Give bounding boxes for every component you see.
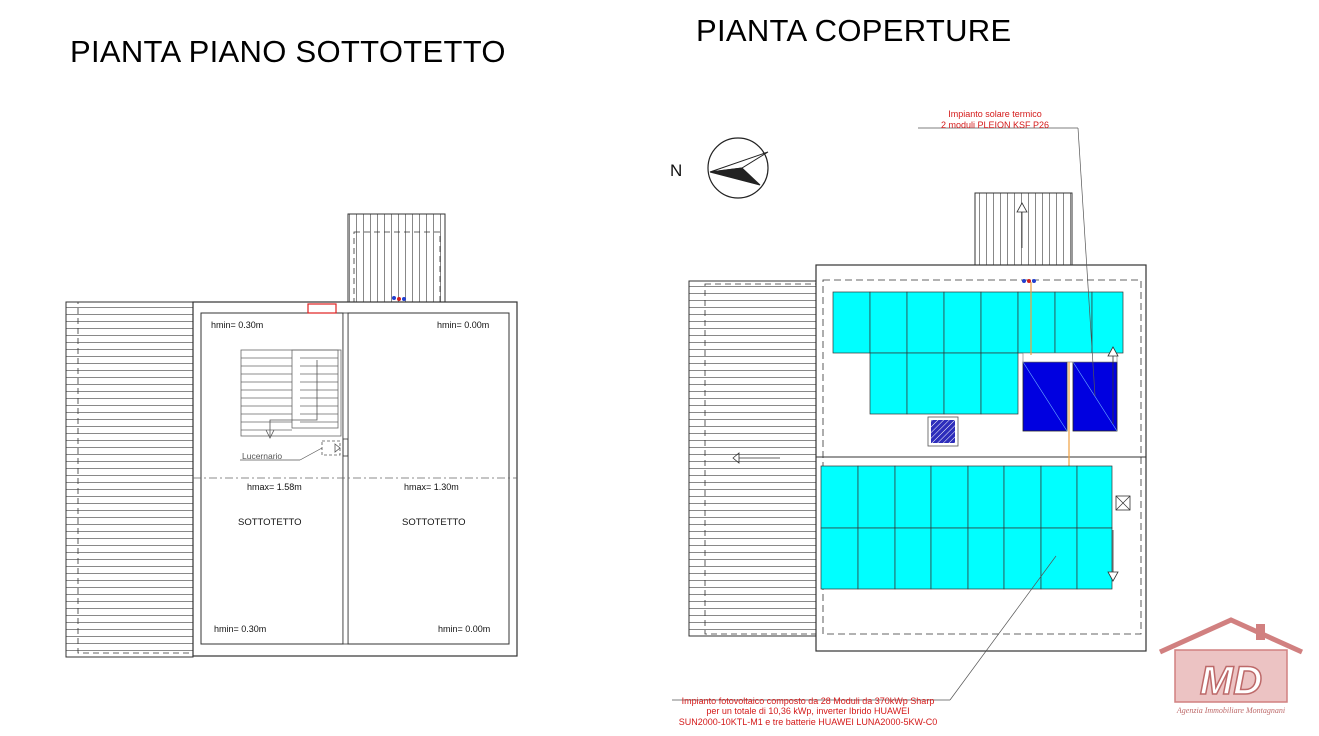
north-arrow-icon [708, 138, 768, 198]
logo-agency-name: Agenzia Immobiliare Montagnani [1176, 706, 1286, 715]
right-plan [670, 109, 1146, 727]
hmin-bottom-left: hmin= 0.30m [214, 624, 267, 634]
right-balcony [975, 193, 1072, 265]
skylight-label: Lucernario [242, 451, 283, 461]
pv-note-2: per un totale di 10,36 kWp, inverter Ibrido HUAWEI [706, 706, 910, 716]
hmin-top-left: hmin= 0.30m [211, 320, 264, 330]
pv-note-1: Impianto fotovoltaico composto da 28 Moduli da 370kWp Sharp [681, 696, 935, 706]
room-label-right: SOTTOTETTO [402, 517, 466, 528]
hmin-top-right: hmin= 0.00m [437, 320, 490, 330]
agency-logo [1160, 620, 1302, 715]
hmax-right: hmax= 1.30m [404, 482, 459, 492]
solar-thermal-note-2: 2 moduli PLEION KSF P26 [940, 120, 1050, 130]
room-label-left: SOTTOTETTO [238, 517, 302, 528]
hmin-bottom-right: hmin= 0.00m [438, 624, 491, 634]
solar-thermal-note-1: Impianto solare termico [948, 109, 1042, 119]
pv-array-bottom [821, 466, 1112, 589]
title-right-plan: PIANTA COPERTURE [696, 13, 1012, 48]
right-roof-slope [689, 281, 816, 636]
logo-mark: MD [1199, 659, 1263, 703]
left-plan [66, 214, 517, 657]
north-label: N [670, 161, 683, 180]
title-left-plan: PIANTA PIANO SOTTOTETTO [70, 34, 506, 69]
attic-outer-wall [193, 302, 517, 656]
hmax-left: hmax= 1.58m [247, 482, 302, 492]
window-red [308, 304, 336, 313]
left-balcony [348, 214, 445, 304]
pv-note-3: SUN2000-10KTL-M1 e tre batterie HUAWEI LUNA2000-5KW-C0 [678, 717, 938, 727]
left-roof-slope [66, 302, 193, 657]
